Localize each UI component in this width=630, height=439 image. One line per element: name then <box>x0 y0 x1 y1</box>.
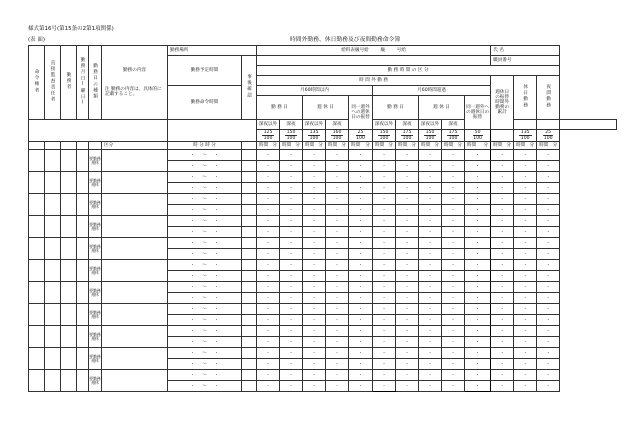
weekly-over-label-2: 同一週外への週休日の振替 <box>465 96 491 130</box>
ordered-label: 勤務命令時間 <box>168 86 242 120</box>
table-row: 要勤務 週休 ・ 〜 ・ ・ ・ ・ ・ ・ ・ ・ ・ ・ ・ ・ ・ ・ <box>29 150 617 161</box>
table-row-sub: ・ 〜 ・ ・ ・ ・ ・ ・ ・ ・ ・ ・ ・ ・ ・ ・ <box>29 381 617 392</box>
workday-label-2: 勤 務 日 <box>373 96 419 120</box>
weekly-over-label: 同一週外への週休日の振替 <box>349 96 373 130</box>
form-title: 時間外勤務、休日勤務及び夜間勤務命令簿 <box>290 37 401 43</box>
supervisor-header: 直接監督責任者 <box>45 46 61 120</box>
substitute-label: 週休日の振替時間外勤務の累計 <box>491 76 514 130</box>
table-row-sub: ・ 〜 ・ ・ ・ ・ ・ ・ ・ ・ ・ ・ ・ ・ ・ ・ <box>29 205 617 216</box>
table-row: 要勤務 週休 ・ 〜 ・ ・ ・ ・ ・ ・ ・ ・ ・ ・ ・ ・ ・ ・ <box>29 238 617 249</box>
table-row: 要勤務 週休 ・ 〜 ・ ・ ・ ・ ・ ・ ・ ・ ・ ・ ・ ・ ・ ・ <box>29 172 617 183</box>
holiday-label: 週 休 日 <box>303 96 349 120</box>
dept-label: 勤務場所 <box>168 46 257 56</box>
table-row-sub: ・ 〜 ・ ・ ・ ・ ・ ・ ・ ・ ・ ・ ・ ・ ・ ・ <box>29 183 617 194</box>
table-row-sub: ・ 〜 ・ ・ ・ ・ ・ ・ ・ ・ ・ ・ ・ ・ ・ ・ <box>29 315 617 326</box>
workday-label: 勤 務 日 <box>257 96 303 120</box>
staff-no-label: 職員番号 <box>491 56 560 66</box>
night-work-label: 夜間勤務 <box>537 76 560 120</box>
overtime-label: 時 間 外 勤 務 <box>257 76 491 86</box>
table-row-sub: ・ 〜 ・ ・ ・ ・ ・ ・ ・ ・ ・ ・ ・ ・ ・ ・ <box>29 337 617 348</box>
form-number: 様式第16号(第15条の2第1項関係) <box>28 26 114 32</box>
table-row: 要勤務 週休 ・ 〜 ・ ・ ・ ・ ・ ・ ・ ・ ・ ・ ・ ・ ・ ・ <box>29 216 617 227</box>
overtime-order-table: 命令権者 直接監督責任者 勤務者 勤務月日(曜日) 勤務日の種類 勤務の内容 注 勤務の内容は、具体的に記載すること。 勤務場所 給料表級号給 級 号給 氏 名 勤務予定時間 事後確認 職員番号 勤 務 時 間 の 区 分 時 間 外 勤 務 週休日の振替時間外勤務の累計 休日勤務 夜間勤務 勤務命令時間 月60時間以内 月60時間超過 勤 務 日 週 休 日 同一週外への週休日の振替 勤 務 日 週 休 日 同一週外への週休日の振替 深夜以外 深夜 深夜以外 深夜 深夜以外 深夜 深夜以外 深夜 125 100 150 100 135 100 160 100 25 100 150 100 175 100 150 100 175 100 50 100 135 100 25 100 区分 時 分 時 分 時間 分 時間 分 時間 分 時間 分 時間 分 時間 分 時間 分 時間 分 時間 分 時間 分 時間 分 時間 分 時間 分 要勤務 週休 ・ 〜 ・ ・ ・ ・ ・ ・ ・ ・ ・ ・ ・ ・ ・ ・ ・ 〜 ・ ・ ・ ・ ・ ・ ・ ・ ・ ・ ・ ・ ・ ・ 要勤務 週休 ・ 〜 ・ ・ ・ ・ ・ ・ ・ ・ ・ ・ ・ ・ ・ ・ ・ 〜 ・ ・ ・ ・ ・ ・ ・ ・ ・ ・ ・ ・ ・ ・ 要勤務 週休 ・ 〜 ・ ・ ・ ・ ・ ・ ・ ・ ・ ・ ・ ・ ・ ・ ・ 〜 ・ ・ ・ ・ ・ ・ ・ ・ ・ ・ ・ ・ ・ ・ 要勤務 週休 ・ 〜 ・ ・ ・ ・ ・ ・ ・ ・ ・ ・ ・ ・ ・ ・ ・ 〜 ・ ・ ・ ・ ・ ・ ・ ・ ・ ・ ・ ・ ・ ・ 要勤務 週休 ・ 〜 ・ ・ ・ ・ ・ ・ ・ ・ ・ ・ ・ ・ ・ ・ ・ 〜 ・ ・ ・ ・ ・ ・ ・ ・ ・ ・ ・ ・ ・ ・ 要勤務 週休 ・ 〜 ・ ・ ・ ・ ・ ・ ・ ・ ・ ・ ・ ・ ・ ・ ・ 〜 ・ ・ ・ ・ ・ ・ ・ ・ ・ ・ ・ ・ ・ ・ 要勤務 週休 ・ 〜 ・ ・ ・ ・ ・ ・ ・ ・ ・ ・ ・ ・ ・ ・ ・ 〜 ・ ・ ・ ・ ・ ・ ・ ・ ・ ・ ・ ・ ・ ・ 要勤務 週休 ・ 〜 ・ ・ ・ ・ ・ ・ ・ ・ ・ ・ ・ ・ ・ ・ ・ 〜 ・ ・ ・ ・ ・ ・ ・ ・ ・ ・ ・ ・ ・ ・ 要勤務 週休 ・ 〜 ・ ・ ・ ・ ・ ・ ・ ・ ・ ・ ・ ・ ・ ・ ・ 〜 ・ ・ ・ ・ ・ ・ ・ ・ ・ ・ ・ ・ ・ ・ 要勤務 週休 ・ 〜 ・ ・ ・ ・ ・ ・ ・ ・ ・ ・ ・ ・ ・ ・ ・ 〜 ・ ・ ・ ・ ・ ・ ・ ・ ・ ・ ・ ・ ・ ・ 要勤務 週休 ・ 〜 ・ ・ ・ ・ ・ ・ ・ ・ ・ ・ ・ ・ ・ ・ ・ 〜 ・ ・ ・ ・ ・ ・ ・ ・ ・ ・ ・ ・ ・ ・ <box>28 45 617 392</box>
hours-division-label: 勤 務 時 間 の 区 分 <box>257 66 560 76</box>
holiday-work-label: 休日勤務 <box>514 76 537 120</box>
table-row: 要勤務 週休 ・ 〜 ・ ・ ・ ・ ・ ・ ・ ・ ・ ・ ・ ・ ・ ・ <box>29 348 617 359</box>
over60-label: 月60時間超過 <box>373 86 491 96</box>
table-row-sub: ・ 〜 ・ ・ ・ ・ ・ ・ ・ ・ ・ ・ ・ ・ ・ ・ <box>29 161 617 172</box>
date-header: 勤務月日(曜日) <box>77 46 89 120</box>
table-row-sub: ・ 〜 ・ ・ ・ ・ ・ ・ ・ ・ ・ ・ ・ ・ ・ ・ <box>29 359 617 370</box>
salary-cell: 給料表級号給 級 号給 <box>257 46 491 56</box>
table-row: 要勤務 週休 ・ 〜 ・ ・ ・ ・ ・ ・ ・ ・ ・ ・ ・ ・ ・ ・ <box>29 304 617 315</box>
content-header: 勤務の内容 注 勤務の内容は、具体的に記載すること。 <box>102 46 168 120</box>
table-row: 要勤務 週休 ・ 〜 ・ ・ ・ ・ ・ ・ ・ ・ ・ ・ ・ ・ ・ ・ <box>29 282 617 293</box>
table-row-sub: ・ 〜 ・ ・ ・ ・ ・ ・ ・ ・ ・ ・ ・ ・ ・ ・ <box>29 249 617 260</box>
table-row: 要勤務 週休 ・ 〜 ・ ・ ・ ・ ・ ・ ・ ・ ・ ・ ・ ・ ・ ・ <box>29 326 617 337</box>
table-row-sub: ・ 〜 ・ ・ ・ ・ ・ ・ ・ ・ ・ ・ ・ ・ ・ ・ <box>29 271 617 282</box>
within60-label: 月60時間以内 <box>257 86 373 96</box>
worker-header: 勤務者 <box>61 46 77 120</box>
holiday-label-2: 週 休 日 <box>419 96 465 120</box>
table-row: 要勤務 週休 ・ 〜 ・ ・ ・ ・ ・ ・ ・ ・ ・ ・ ・ ・ ・ ・ <box>29 194 617 205</box>
table-row-sub: ・ 〜 ・ ・ ・ ・ ・ ・ ・ ・ ・ ・ ・ ・ ・ ・ <box>29 293 617 304</box>
table-row: 要勤務 週休 ・ 〜 ・ ・ ・ ・ ・ ・ ・ ・ ・ ・ ・ ・ ・ ・ <box>29 260 617 271</box>
name-label: 氏 名 <box>491 46 560 56</box>
side-label: (表 面) <box>28 37 46 43</box>
type-header: 勤務日の種類 <box>89 46 102 120</box>
order-header: 命令権者 <box>29 46 45 120</box>
confirm-label: 事後確認 <box>242 56 257 120</box>
scheduled-label: 勤務予定時間 <box>168 56 242 86</box>
table-row: 要勤務 週休 ・ 〜 ・ ・ ・ ・ ・ ・ ・ ・ ・ ・ ・ ・ ・ ・ <box>29 370 617 381</box>
table-row-sub: ・ 〜 ・ ・ ・ ・ ・ ・ ・ ・ ・ ・ ・ ・ ・ ・ <box>29 227 617 238</box>
